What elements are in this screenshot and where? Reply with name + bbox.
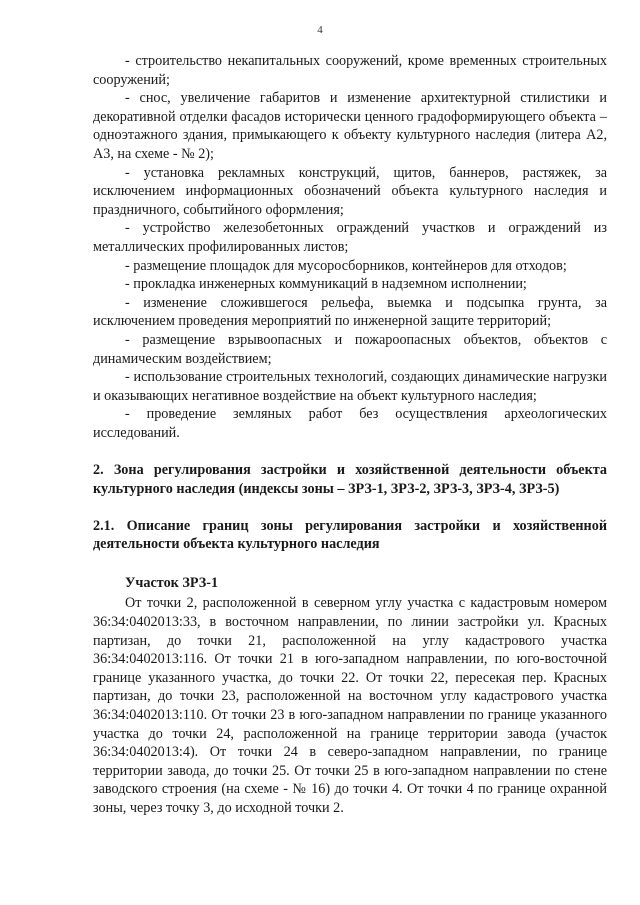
page-number: 4 (317, 24, 323, 36)
restriction-item: - прокладка инженерных коммуникаций в надземном исполнении; (125, 276, 527, 293)
plot-description: От точки 2, расположенной в северном углу участка с кадастровым номером 36:34:0402013:33, в восточном направлении, по линии застройки ул. Красных партизан, до точки 21, расположенной на углу кадастрового участка 36:34:0402013:116. От точки 21 в юго-западном направлении, по юго-восточной границе указанного участка, до точки 22. От точки 22, пересекая пер. Красных партизан, до точки 23, расположенной на восточном углу кадастрового участка 36:34:0402013:110. От точки 23 в юго-западном направлении по границе указанного участка до точки 24, расположенной на границе территории завода (участок 36:34:0402013:4). От точки 24 в северо-западном направлении, по границе территории завода, до точки 25. От точки 25 в юго-западном направлении по стене заводского строения (на схеме - № 16) до точки 4. От точки 4 по границе охранной зоны, через точку 3, до исходной точки 2. (93, 595, 607, 816)
restriction-item: - снос, увеличение габаритов и изменение архитектурной стилистики и декоративной отделки фасадов исторически ценного градоформирующего объекта – одноэтажного здания, примыкающего к объекту культурного наследия (литера А2, А3, на схеме - № 2); (93, 90, 607, 162)
document-body (93, 52, 607, 818)
restriction-item: - устройство железобетонных ограждений участков и ограждений из металлических профилированных листов; (93, 220, 607, 255)
restriction-item: - установка рекламных конструкций, щитов, баннеров, растяжек, за исключением информационных обозначений объекта культурного наследия и праздничного, событийного оформления; (93, 164, 607, 218)
restriction-item: - размещение взрывоопасных и пожароопасных объектов, объектов с динамическим воздействием; (93, 331, 607, 367)
restriction-item: - изменение сложившегося рельефа, выемка и подсыпка грунта, за исключением проведения мероприятий по инженерной защите территорий; (93, 294, 607, 330)
section-heading: 2. Зона регулирования застройки и хозяйственной деятельности объекта культурного наследия (индексы зоны – ЗРЗ-1, ЗРЗ-2, ЗРЗ-3, ЗРЗ-4, ЗРЗ-5) (93, 462, 607, 498)
restriction-item: - размещение площадок для мусоросборников, контейнеров для отходов; (125, 257, 567, 274)
restriction-item: - строительство некапитальных сооружений, кроме временных строительных сооружений; (93, 53, 607, 88)
plot-heading: Участок ЗРЗ-1 (125, 574, 219, 591)
restriction-item: - проведение земляных работ без осуществления археологических исследований. (93, 406, 607, 441)
subsection-heading: 2.1. Описание границ зоны регулирования застройки и хозяйственной деятельности объекта культурного наследия (93, 517, 607, 553)
restriction-item: - использование строительных технологий, создающих динамические нагрузки и оказывающих негативное воздействие на объект культурного наследия; (93, 369, 607, 404)
